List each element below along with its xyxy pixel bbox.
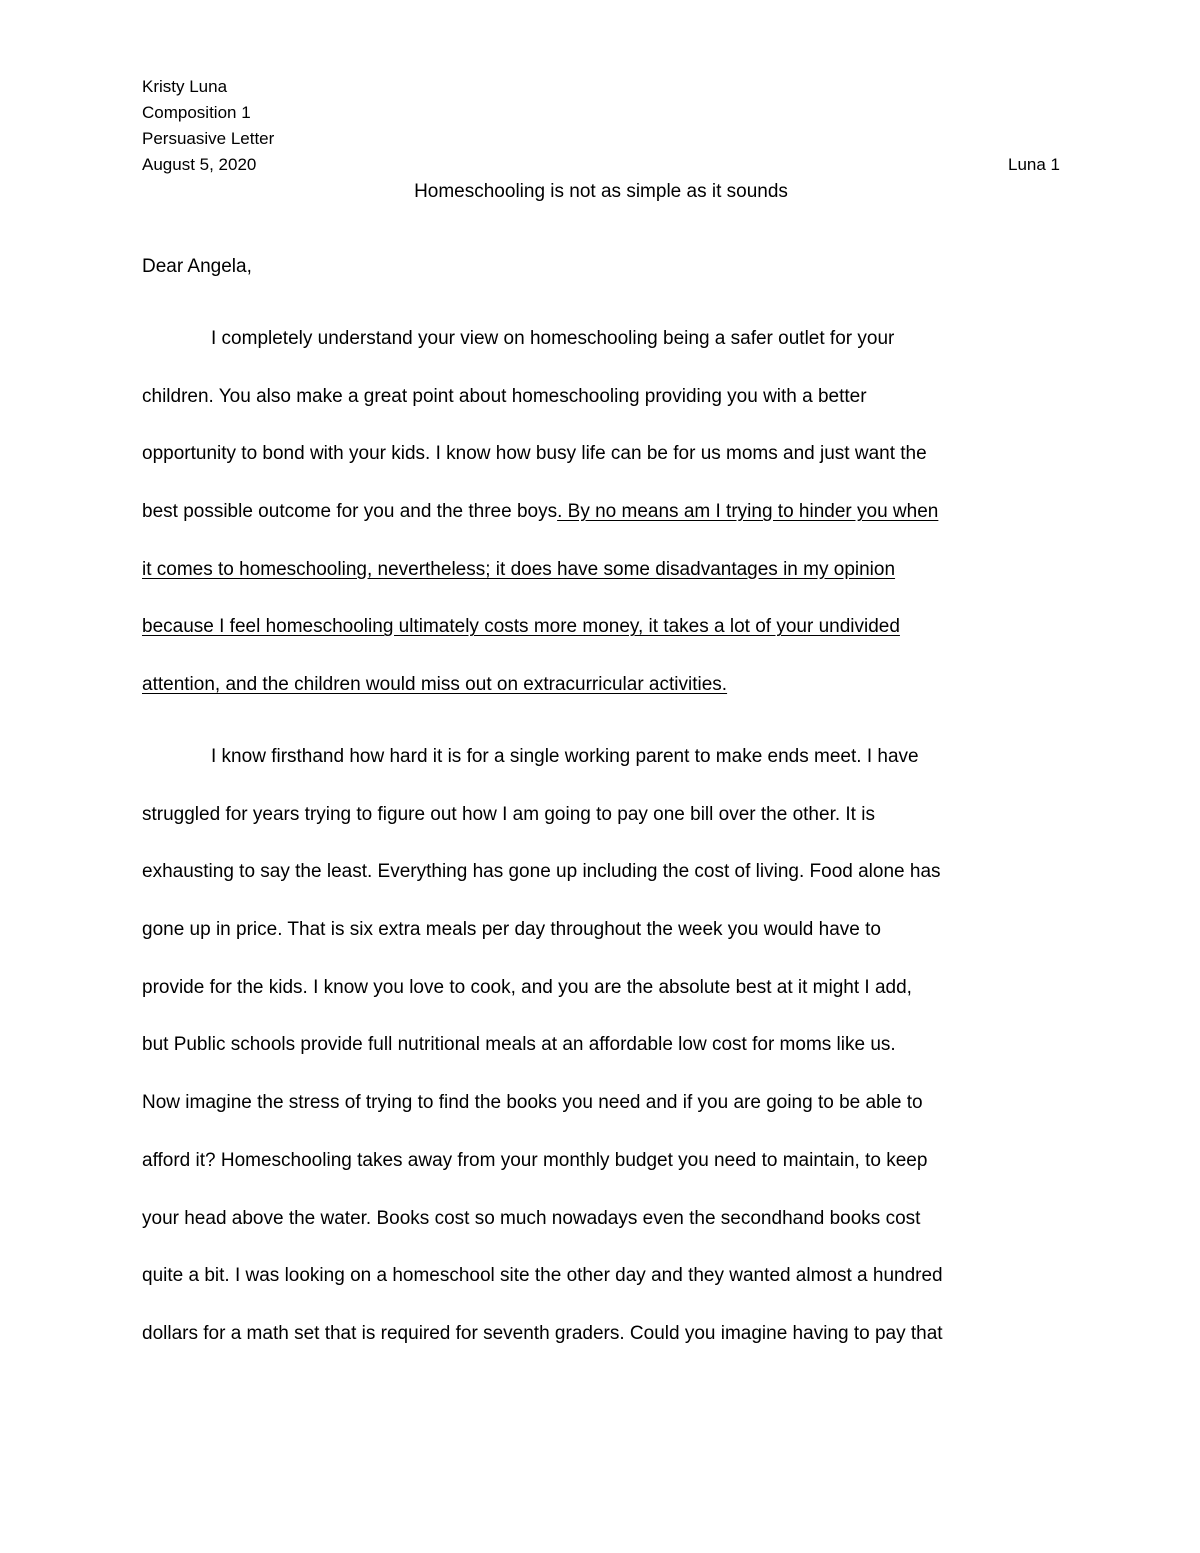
plain-text: best possible outcome for you and the three boys (142, 501, 558, 523)
paragraph-line (142, 598, 1060, 656)
paragraph-line: I know firsthand how hard it is for a single working parent to make ends meet. I have (211, 746, 919, 767)
page-number: Luna 1 (1008, 155, 1060, 174)
heading-block (142, 74, 1060, 178)
underlined-thesis-text: attention, and the children would miss out on extracurricular activities. (142, 674, 728, 696)
author-name: Kristy Luna (142, 77, 228, 96)
document-title: Homeschooling is not as simple as it sounds (414, 181, 788, 202)
paragraph-line: but Public schools provide full nutritional meals at an affordable low cost for moms like us. (142, 1034, 896, 1056)
assignment-type: Persuasive Letter (142, 129, 275, 148)
paragraph-line: provide for the kids. I know you love to cook, and you are the absolute best at it might I add, (142, 976, 912, 998)
paragraph-line: exhausting to say the least. Everything has gone up including the cost of living. Food alone has (142, 861, 941, 883)
paragraph-1 (142, 310, 1060, 714)
paragraph-line: your head above the water. Books cost so much nowadays even the secondhand books cost (142, 1207, 921, 1229)
paragraph-line: gone up in price. That is six extra meals per day throughout the week you would have to (142, 919, 881, 941)
date-row (142, 152, 1060, 178)
underlined-thesis-text: because I feel homeschooling ultimately costs more money, it takes a lot of your undivided (142, 616, 900, 638)
paragraph-line: children. You also make a great point about homeschooling providing you with a better (142, 385, 867, 407)
salutation: Dear Angela, (142, 256, 252, 277)
course-name: Composition 1 (142, 103, 251, 122)
paragraph-line: struggled for years trying to figure out how I am going to pay one bill over the other. It is (142, 803, 875, 825)
date: August 5, 2020 (142, 155, 257, 174)
underlined-thesis-text: . By no means am I trying to hinder you when (557, 501, 939, 523)
paragraph-line: dollars for a math set that is required for seventh graders. Could you imagine having to pay that (142, 1322, 943, 1344)
paragraph-line: opportunity to bond with your kids. I know how busy life can be for us moms and just want the (142, 443, 927, 465)
paragraph-line: I completely understand your view on homeschooling being a safer outlet for your (211, 328, 895, 349)
paragraph-line (142, 483, 1060, 541)
paragraph-line (142, 656, 1060, 714)
underlined-thesis-text: it comes to homeschooling, nevertheless; it does have some disadvantages in my opinion (142, 558, 896, 580)
paragraph-line: afford it? Homeschooling takes away from your monthly budget you need to maintain, to keep (142, 1149, 928, 1171)
paragraph-line: quite a bit. I was looking on a homeschool site the other day and they wanted almost a hundred (142, 1265, 943, 1287)
paragraph-line: Now imagine the stress of trying to find the books you need and if you are going to be able to (142, 1092, 923, 1114)
paragraph-line (142, 541, 1060, 599)
paragraph-2 (142, 728, 1060, 1363)
